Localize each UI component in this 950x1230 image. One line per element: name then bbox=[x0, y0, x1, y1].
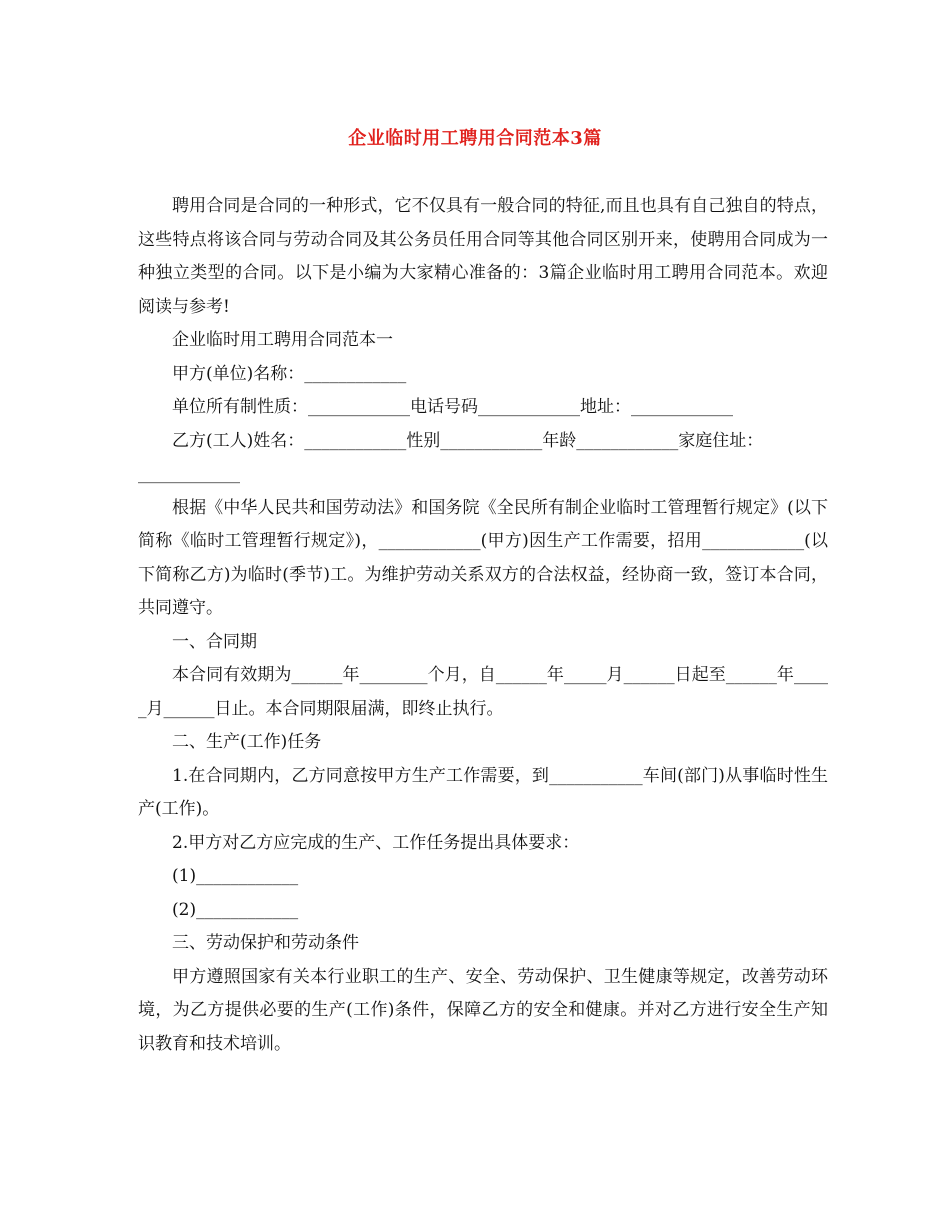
party-a-name-line: 甲方(单位)名称：____________ bbox=[172, 363, 407, 384]
task-item-1: (1)____________ bbox=[172, 866, 299, 886]
section-title: 企业临时用工聘用合同范本一 bbox=[172, 330, 393, 350]
heading-labor-protection: 三、劳动保护和劳动条件 bbox=[172, 933, 359, 953]
protection-paragraph: 甲方遵照国家有关本行业职工的生产、安全、劳动保护、卫生健康等规定，改善劳动环境，为乙方提供必要的生产(工作)条件，保障乙方的安全和健康。并对乙方进行安全生产知识教育和技术培训。 bbox=[138, 966, 828, 1054]
heading-production-task: 二、生产(工作)任务 bbox=[172, 732, 322, 752]
preamble-paragraph: 根据《中华人民共和国劳动法》和国务院《全民所有制企业临时工管理暂行规定》(以下简称《临时工管理暂行规定》)，____________(甲方)因生产工作需要，招用____________(以下简称乙方)为临时(季节)工。为维护劳动关系双方的合法权益，经协商一致，签订本合同，共同遵守。 bbox=[138, 497, 828, 618]
party-b-line: 乙方(工人)姓名：____________性别____________年龄____________家庭住址： bbox=[172, 430, 764, 451]
task-item-2: (2)____________ bbox=[172, 899, 299, 920]
term-paragraph: 本合同有效期为______年________个月，自______年_____月______日起至______年_____月______日止。本合同期限届满，即终止执行。 bbox=[138, 665, 828, 719]
heading-contract-term: 一、合同期 bbox=[172, 631, 257, 652]
intro-paragraph: 聘用合同是合同的一种形式，它不仅具有一般合同的特征,而且也具有自己独自的特点，这些特点将该合同与劳动合同及其公务员任用合同等其他合同区别开来，使聘用合同成为一种独立类型的合同。以下是小编为大家精心准备的：3篇企业临时用工聘用合同范本。欢迎阅读与参考! bbox=[138, 196, 828, 317]
document-body bbox=[138, 190, 828, 1061]
document-title: 企业临时用工聘用合同范本3篇 bbox=[348, 128, 602, 149]
party-b-address-blank: ____________ bbox=[138, 464, 240, 484]
ownership-line: 单位所有制性质：____________电话号码____________地址：____________ bbox=[172, 397, 733, 417]
task-1-paragraph: 1.在合同期内，乙方同意按甲方生产工作需要，到___________车间(部门)从事临时性生产(工作)。 bbox=[138, 765, 828, 819]
task-2-line: 2.甲方对乙方应完成的生产、工作任务提出具体要求： bbox=[172, 832, 580, 853]
